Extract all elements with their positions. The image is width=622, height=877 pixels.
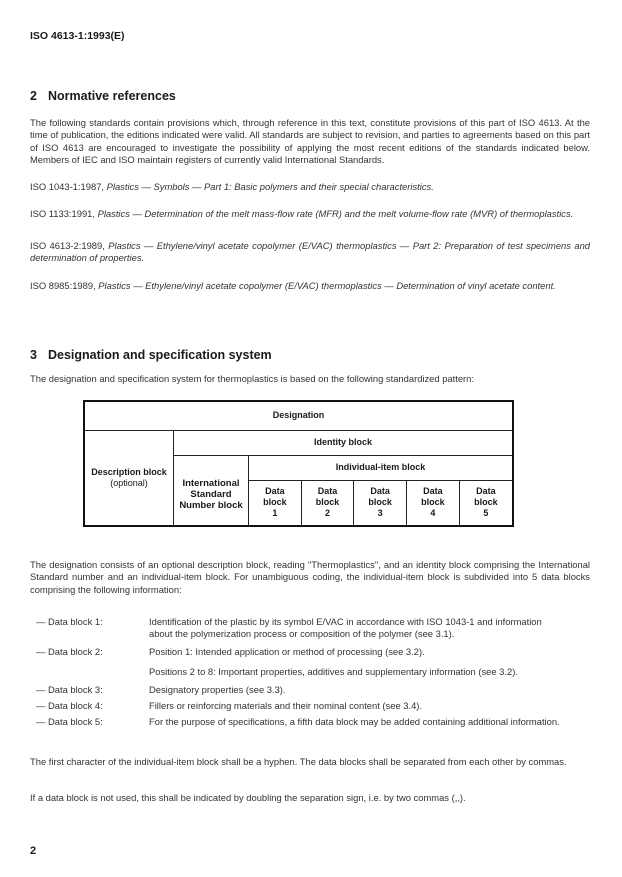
data-block-cell: Data block 2 (301, 480, 354, 526)
ref-id: ISO 1043-1:1987, (30, 181, 105, 192)
data-block-cell: Data block 1 (249, 480, 302, 526)
reference-4 (30, 280, 590, 292)
designation-table (83, 400, 514, 527)
designation-paragraph: The designation consists of an optional description block, reading "Thermoplastics", and an identity block comprising the International Standard number and an individual-item block. For unambiguous coding, the individual-item block is subdivided into 5 data blocks comprising the following information: (30, 559, 590, 595)
data-block-cell: Data block 4 (407, 480, 460, 526)
list-label: — Data block 1: (36, 616, 103, 627)
reference-3 (30, 240, 590, 265)
individual-item-block-cell: Individual-item block (249, 455, 514, 480)
section-title: Designation and specification system (48, 348, 272, 362)
commas-paragraph: If a data block is not used, this shall be indicated by doubling the separation sign, i.e. by two commas (,,). (30, 792, 466, 803)
list-text: Identification of the plastic by its symbol E/VAC in accordance with ISO 1043-1 and information about the polymerization process or composition of the polymer (see 3.1). (149, 616, 542, 639)
hyphen-paragraph: The first character of the individual-item block shall be a hyphen. The data blocks shall be separated from each other by commas. (30, 756, 567, 767)
identity-block-cell: Identity block (174, 430, 514, 455)
list-item (30, 646, 590, 678)
data-block-cell: Data block 5 (459, 480, 513, 526)
list-text: Position 1: Intended application or method of processing (see 3.2). (149, 646, 425, 657)
reference-2 (30, 208, 590, 220)
list-label: — Data block 2: (36, 646, 103, 657)
reference-1 (30, 181, 590, 193)
list-label: — Data block 5: (36, 716, 103, 727)
document-header: ISO 4613-1:1993(E) (30, 30, 125, 42)
section-title: Normative references (48, 89, 176, 103)
section-number: 2 (30, 89, 37, 103)
ref-id: ISO 1133:1991, (30, 208, 95, 219)
list-text: Positions 2 to 8: Important properties, additives and supplementary information (see 3.2). (149, 666, 518, 677)
optional-note: (optional) (110, 477, 148, 488)
section-number: 3 (30, 348, 37, 362)
list-text: Fillers or reinforcing materials and their nominal content (see 3.4). (149, 700, 423, 711)
data-block-cell: Data block 3 (354, 480, 407, 526)
ref-title: Plastics — Determination of the melt mass-flow rate (MFR) and the melt volume-flow rate (MVR) of thermoplastics. (97, 208, 574, 219)
isn-block-cell: International Standard Number block (174, 455, 249, 526)
designation-intro: The designation and specification system for thermoplastics is based on the following standardized pattern: (30, 373, 474, 384)
list-label: — Data block 4: (36, 700, 103, 711)
normative-intro: The following standards contain provisions which, through reference in this text, constitute provisions of this part of ISO 4613. At the time of publication, the editions indicated were valid. All standards are subject to revision, and parties to agreements based on this part of ISO 4613 are encouraged to investigate the possibility of applying the most recent editions of the standards indicated below. Members of IEC and ISO maintain registers of currently valid International Standards. (30, 117, 590, 165)
section-3-heading (30, 348, 272, 362)
ref-title: Plastics — Symbols — Part 1: Basic polymers and their special characteristics. (106, 181, 434, 192)
ref-title: Plastics — Ethylene/vinyl acetate copolymer (E/VAC) thermoplastics — Determination of vinyl acetate content. (98, 280, 556, 291)
description-block-cell (84, 430, 174, 526)
description-label: Description block (91, 466, 167, 477)
list-label: — Data block 3: (36, 684, 103, 695)
list-text: Designatory properties (see 3.3). (149, 684, 286, 695)
list-item (30, 716, 590, 728)
list-text: For the purpose of specifications, a fifth data block may be added containing additional information. (149, 716, 560, 727)
data-block-list (30, 616, 590, 734)
ref-id: ISO 4613-2:1989, (30, 240, 105, 251)
ref-id: ISO 8985:1989, (30, 280, 96, 291)
section-2-heading (30, 89, 176, 103)
list-item (30, 700, 590, 712)
page-number: 2 (30, 845, 37, 857)
list-item (30, 616, 590, 640)
ref-title: Plastics — Ethylene/vinyl acetate copolymer (E/VAC) thermoplastics — Part 2: Preparation of test specimens and determination of properties. (30, 240, 591, 264)
designation-cell: Designation (84, 401, 513, 430)
list-item (30, 684, 590, 696)
